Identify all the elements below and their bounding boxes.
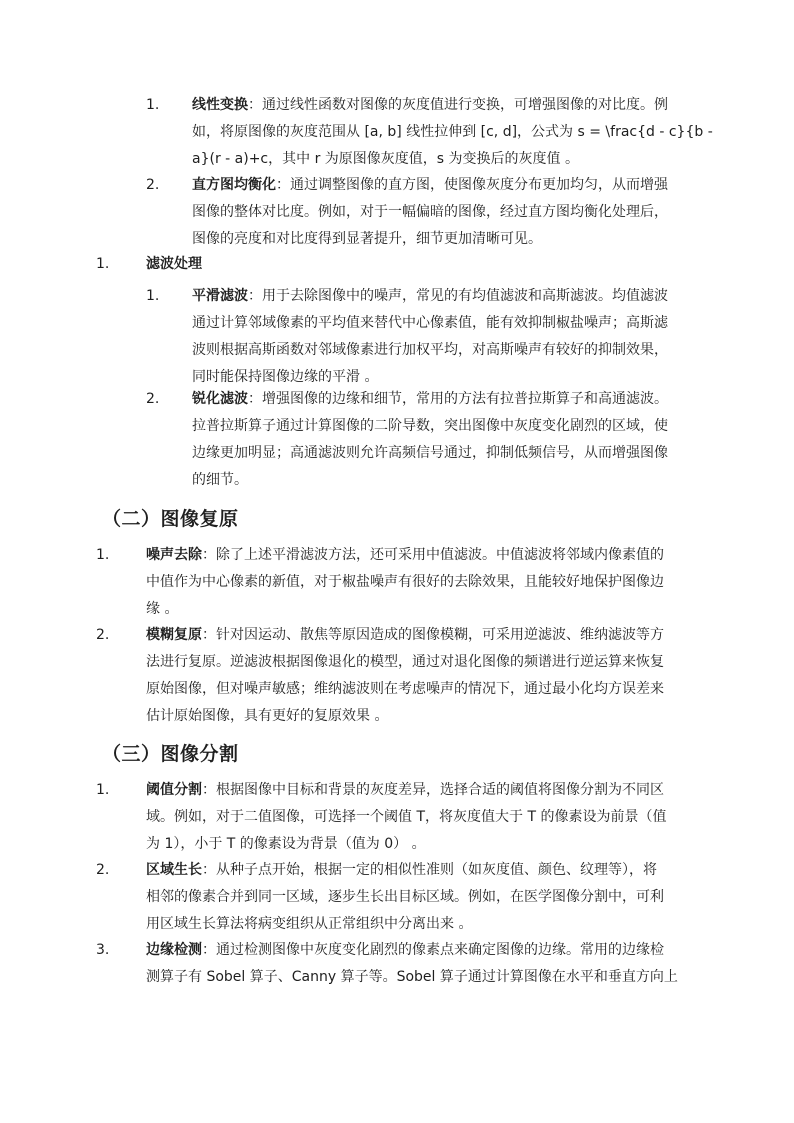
list-item-line	[192, 386, 668, 413]
item-title: 区域生长	[146, 862, 202, 878]
list-item-line	[192, 92, 713, 119]
item-title: 锐化滤波	[192, 391, 248, 407]
item-text: 测算子有 Sobel 算子、Canny 算子等。Sobel 算子通过计算图像在水平和垂直方向上	[146, 969, 678, 985]
item-text: 同时能保持图像边缘的平滑 。	[192, 369, 379, 385]
item-text: ：通过调整图像的直方图，使图像灰度分布更加均匀，从而增强	[276, 177, 668, 193]
item-title: 噪声去除	[146, 547, 202, 563]
item-text: 相邻的像素合并到同一区域，逐步生长出目标区域。例如，在医学图像分割中，可利	[146, 889, 664, 905]
list-item-line	[146, 777, 666, 804]
list-item-sharpening-filter	[192, 386, 668, 494]
item-text: 域。例如，对于二值图像，可选择一个阈值 T，将灰度值大于 T 的像素设为前景（值	[146, 809, 667, 825]
item-text: 法进行复原。逆滤波根据图像退化的模型，通过对退化图像的频谱进行逆运算来恢复	[146, 654, 664, 670]
item-title: 直方图均衡化	[192, 177, 276, 193]
list-item-smoothing-filter	[192, 283, 668, 391]
list-number: 1.	[96, 782, 110, 798]
item-text: ：从种子点开始，根据一定的相似性准则（如灰度值、颜色、纹理等），将	[202, 862, 657, 878]
item-title: 模糊复原	[146, 627, 202, 643]
item-text: ：用于去除图像中的噪声，常见的有均值滤波和高斯滤波。均值滤波	[248, 288, 668, 304]
item-text: 边缘更加明显；高通滤波则允许高频信号通过，抑制低频信号，从而增强图像	[192, 445, 668, 461]
item-title: 滤波处理	[146, 256, 202, 272]
item-title: 阈值分割	[146, 782, 202, 798]
item-text: ：针对因运动、散焦等原因造成的图像模糊，可采用逆滤波、维纳滤波等方	[202, 627, 664, 643]
list-item-line	[146, 622, 664, 649]
list-number: 2.	[96, 862, 110, 878]
item-text: ：除了上述平滑滤波方法，还可采用中值滤波。中值滤波将邻域内像素值的	[202, 547, 664, 563]
list-number: 3.	[96, 942, 110, 958]
list-item-filter-processing	[146, 251, 202, 278]
item-title: 边缘检测	[146, 942, 202, 958]
list-item-edge-detection	[146, 937, 678, 991]
item-text: ：根据图像中目标和背景的灰度差异，选择合适的阈值将图像分割为不同区	[202, 782, 664, 798]
list-item-histogram-equalization	[192, 172, 668, 253]
item-text: 估计原始图像，具有更好的复原效果 。	[146, 708, 389, 724]
list-item-line	[192, 283, 668, 310]
list-number: 2.	[146, 391, 160, 407]
list-number: 2.	[146, 177, 160, 193]
list-item-threshold-segmentation	[146, 777, 666, 858]
list-number: 1.	[146, 288, 160, 304]
section-heading-restoration: （二）图像复原	[102, 508, 239, 530]
item-text: 拉普拉斯算子通过计算图像的二阶导数，突出图像中灰度变化剧烈的区域，使	[192, 418, 668, 434]
item-text: ：增强图像的边缘和细节，常用的方法有拉普拉斯算子和高通滤波。	[248, 391, 668, 407]
item-text: 通过计算邻域像素的平均值来替代中心像素值，能有效抑制椒盐噪声；高斯滤	[192, 315, 668, 331]
item-text: 图像的整体对比度。例如，对于一幅偏暗的图像，经过直方图均衡化处理后，	[192, 204, 668, 220]
list-number: 1.	[96, 256, 110, 272]
list-number: 2.	[96, 627, 110, 643]
item-title: 平滑滤波	[192, 288, 248, 304]
item-text: ：通过线性函数对图像的灰度值进行变换，可增强图像的对比度。例	[248, 97, 668, 113]
list-item-noise-removal	[146, 542, 664, 623]
list-item-line	[146, 542, 664, 569]
list-number: 1.	[96, 547, 110, 563]
item-text: ：通过检测图像中灰度变化剧烈的像素点来确定图像的边缘。常用的边缘检	[202, 942, 664, 958]
item-text: 用区域生长算法将病变组织从正常组织中分离出来 。	[146, 916, 473, 932]
list-item-line	[146, 857, 664, 884]
section-heading-segmentation: （三）图像分割	[102, 743, 239, 765]
list-item-line	[146, 937, 678, 964]
list-item-deblur	[146, 622, 664, 730]
list-number: 1.	[146, 97, 160, 113]
item-text: 原始图像，但对噪声敏感；维纳滤波则在考虑噪声的情况下，通过最小化均方误差来	[146, 681, 664, 697]
item-text: 图像的亮度和对比度得到显著提升，细节更加清晰可见。	[192, 231, 542, 247]
item-text: a}(r - a)+c，其中 r 为原图像灰度值，s 为变换后的灰度值 。	[192, 151, 579, 167]
item-text: 如，将原图像的灰度范围从 [a, b] 线性拉伸到 [c, d]，公式为 s = \frac{d - c}{b -	[192, 124, 713, 140]
list-item-line	[192, 172, 668, 199]
item-title: 线性变换	[192, 97, 248, 113]
item-text: 为 1），小于 T 的像素设为背景（值为 0） 。	[146, 836, 426, 852]
item-text: 中值作为中心像素的新值，对于椒盐噪声有很好的去除效果，且能较好地保护图像边	[146, 574, 664, 590]
item-text: 波则根据高斯函数对邻域像素进行加权平均，对高斯噪声有较好的抑制效果，	[192, 342, 668, 358]
list-item-linear-transform	[192, 92, 713, 173]
list-item-region-growing	[146, 857, 664, 938]
item-text: 的细节。	[192, 472, 248, 488]
item-text: 缘 。	[146, 601, 179, 617]
